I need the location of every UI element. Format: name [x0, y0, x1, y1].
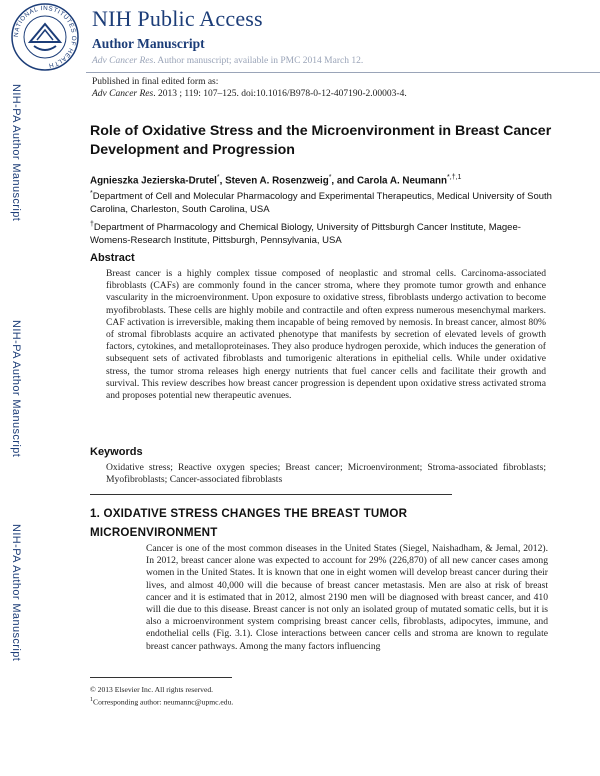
footnote-divider	[90, 677, 232, 678]
citation-details: . 2013 ; 119: 107–125. doi:10.1016/B978-0-12-407190-2.00003-4.	[153, 89, 407, 99]
author-name: Carola A. Neumann	[357, 175, 448, 187]
side-watermark-top: NIH-PA Author Manuscript	[10, 84, 22, 222]
footnote-mark: 1	[90, 697, 93, 703]
nih-public-access-title: NIH Public Access	[92, 6, 263, 31]
author-separator: , and	[331, 175, 358, 187]
side-watermark-middle: NIH-PA Author Manuscript	[10, 320, 22, 458]
author-mark: *,†,1	[447, 174, 462, 181]
nih-seal-logo	[10, 2, 80, 72]
author-mark: *	[328, 174, 332, 181]
abstract-heading: Abstract	[90, 252, 135, 264]
affiliation-text: Department of Pharmacology and Chemical Biology, University of Pittsburgh Cancer Institute, Magee-Womens-Research Institute, Pittsburgh, Pennsylvania, USA	[90, 222, 521, 246]
corresponding-author-footnote	[90, 697, 233, 707]
affiliation	[90, 188, 560, 216]
side-watermark-bottom: NIH-PA Author Manuscript	[10, 524, 22, 662]
copyright-footnote: © 2013 Elsevier Inc. All rights reserved.	[90, 685, 214, 694]
section-1-heading: 1. OXIDATIVE STRESS CHANGES THE BREAST TUMOR MICROENVIRONMENT	[90, 507, 408, 539]
abstract-text: Breast cancer is a highly complex tissue composed of neoplastic and stromal cells. Carcinoma-associated fibroblasts (CAFs) are commonly found in the cancer stroma, where they promote tumor growth and enhance vascularity in the microenvironment. Upon exposure to oxidative stress, fibroblasts undergo activation to become myofibroblasts. These cells are highly mobile and contractile and often express numerous mesenchymal markers. CAF activation is irreversible, making them incapable of being removed by nemosis. In breast cancer, almost 80% of stromal fibroblasts acquire an activated phenotype that manifests by secretion of elevated levels of growth factors, cytokines, and metalloproteinases. They also produce hydrogen peroxide, which induces the generation of subsequent sets of activated fibroblasts and tumorigenic alterations in epithelial cells. While under oxidative stress, the tumor stroma releases high energy nutrients that fuel cancer cells and facilitate their growth and survival. This review describes how breast cancer progression is dependent upon oxidative stress activated stroma and proposes potential new therapeutic avenues.	[106, 268, 546, 402]
corresponding-author-text: Corresponding author: neumannc@upmc.edu.	[93, 697, 234, 707]
header-divider	[86, 72, 600, 73]
affiliation-mark: †	[90, 221, 94, 228]
author-name: Agnieszka Jezierska-Drutel	[90, 175, 217, 187]
svg-text:NATIONAL INSTITUTES OF HEALTH	[13, 5, 77, 69]
author-name: Steven A. Rosenzweig	[225, 175, 329, 187]
seal-text: NATIONAL INSTITUTES OF HEALTH	[12, 4, 78, 69]
author-list	[90, 174, 461, 186]
article-title: Role of Oxidative Stress and the Microenvironment in Breast Cancer Development and Progression	[90, 123, 552, 158]
affiliation-text: Department of Cell and Molecular Pharmacology and Experimental Therapeutics, Medical University of South Carolina, Charleston, South Carolina, USA	[90, 191, 552, 215]
author-manuscript-subtitle: Author Manuscript	[92, 36, 205, 51]
affiliation-mark: *	[90, 190, 93, 197]
keywords-divider	[90, 494, 452, 495]
keywords-heading: Keywords	[90, 446, 143, 458]
availability-line	[92, 56, 363, 66]
section-1-text: Cancer is one of the most common diseases in the United States (Siegel, Naishadham, & Jemal, 2012). In 2012, breast cancer alone was expected to account for 29% (226,870) of all new cancer cases among women in the United States. It is known that one in eight women will develop breast cancer during their lives, and almost 40,000 will die because of breast cancer metastasis. Men are also at risk of breast cancer and it is estimated that in 2012, almost 2190 men will be diagnosed with breast cancer, and 410 will die due to this disease. Breast cancer is not only an isolated group of mutated somatic cells, but it is also a microenvironment system comprising breast cancer cells, fibroblasts, adipocytes, immune, and endothelial cells (Fig. 3.1). Close interactions between cancer cells and stroma are known to regulate breast cancer pathways. Among the many factors influencing	[146, 543, 548, 652]
author-mark: *	[216, 174, 220, 181]
availability-journal: Adv Cancer Res	[92, 56, 154, 66]
citation-journal: Adv Cancer Res	[92, 89, 154, 99]
keywords-text: Oxidative stress; Reactive oxygen species; Breast cancer; Microenvironment; Stroma-associated fibroblasts; Myofibroblasts; Cancer-associated fibroblasts	[106, 462, 546, 486]
published-in-label: Published in final edited form as:	[92, 77, 219, 87]
availability-text: . Author manuscript; available in PMC 2014 March 12.	[153, 56, 364, 66]
affiliation	[90, 219, 560, 247]
citation-line	[92, 89, 407, 99]
author-separator: ,	[219, 175, 226, 187]
